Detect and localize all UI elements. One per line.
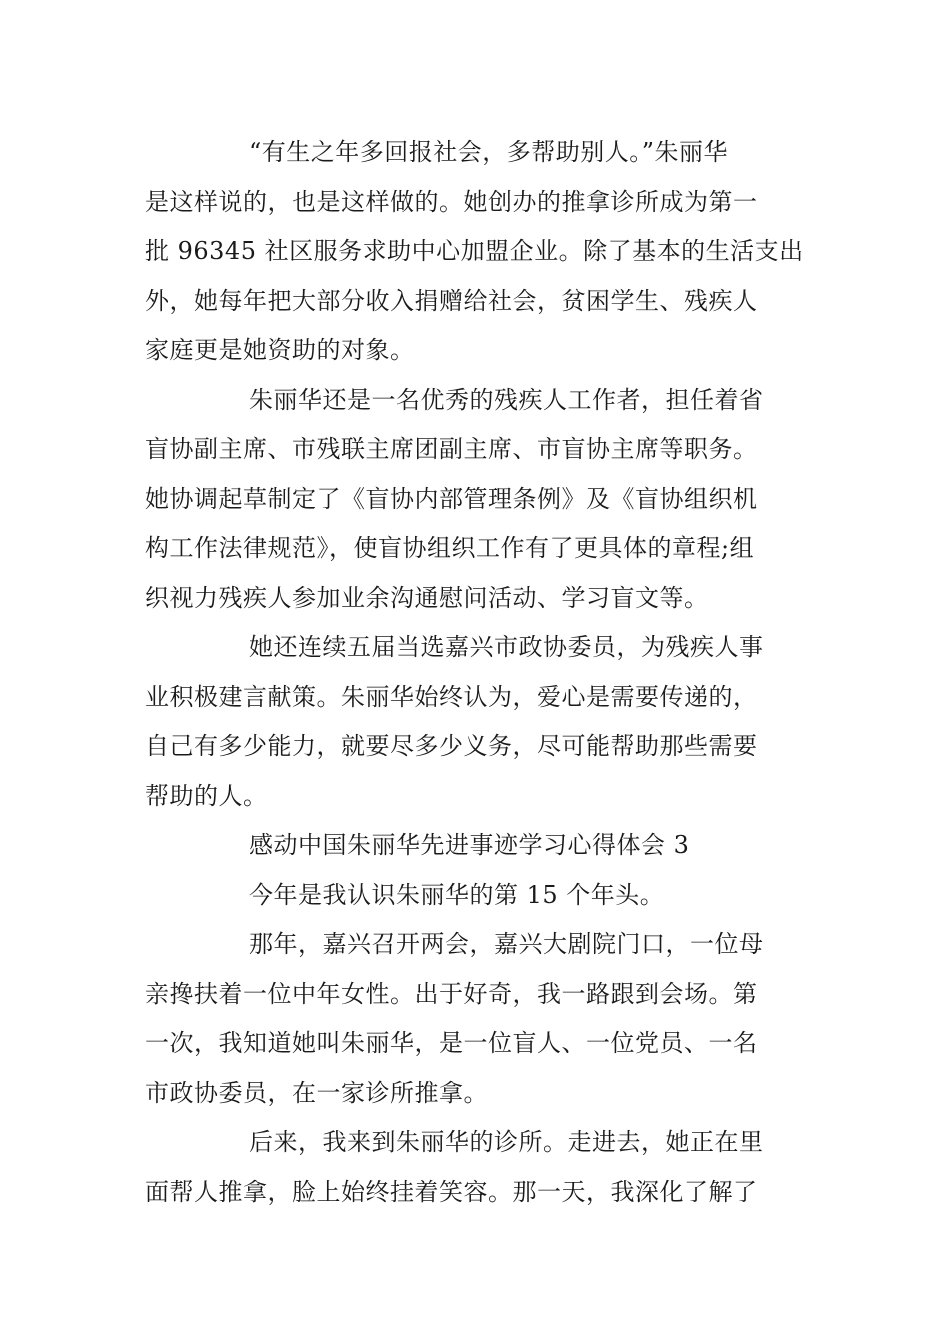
text-line: 后来，我来到朱丽华的诊所。走进去，她正在里 bbox=[249, 1128, 764, 1156]
text-line: 构工作法律规范》，使盲协组织工作有了更具体的章程;组 bbox=[145, 534, 755, 562]
paragraph-5 bbox=[145, 871, 810, 921]
text-line: 是这样说的，也是这样做的。她创办的推拿诊所成为第一 bbox=[145, 187, 758, 216]
text-line: 织视力残疾人参加业余沟通慰问活动、学习盲文等。 bbox=[145, 583, 709, 612]
text-line: 外，她每年把大部分收入捐赠给社会，贫困学生、残疾人 bbox=[145, 286, 758, 315]
text-line: 今年是我认识朱丽华的第 15 个年头。 bbox=[249, 880, 665, 909]
heading-text: 感动中国朱丽华先进事迹学习心得体会 3 bbox=[249, 831, 690, 859]
text-line: 她还连续五届当选嘉兴市政协委员，为残疾人事 bbox=[249, 633, 764, 661]
paragraph-1 bbox=[145, 128, 810, 376]
text-line: 一次，我知道她叫朱丽华，是一位盲人、一位党员、一名 bbox=[145, 1029, 758, 1057]
text-line: 业积极建言献策。朱丽华始终认为，爱心是需要传递的， bbox=[145, 682, 758, 711]
text-line: 家庭更是她资助的对象。 bbox=[145, 336, 415, 364]
section-heading bbox=[145, 821, 810, 871]
text-line: 她协调起草制定了《盲协内部管理条例》及《盲协组织机 bbox=[145, 484, 758, 513]
text-line: 批 96345 社区服务求助中心加盟企业。除了基本的生活支出 bbox=[145, 237, 804, 265]
text-line: 亲搀扶着一位中年女性。出于好奇，我一路跟到会场。第 bbox=[145, 979, 758, 1008]
paragraph-7 bbox=[145, 1118, 810, 1217]
text-line: 面帮人推拿，脸上始终挂着笑容。那一天，我深化了解了 bbox=[145, 1177, 758, 1206]
text-line: “有生之年多回报社会，多帮助别人。”朱丽华 bbox=[249, 138, 729, 166]
paragraph-6 bbox=[145, 920, 810, 1118]
text-line: 自己有多少能力，就要尽多少义务，尽可能帮助那些需要 bbox=[145, 732, 758, 760]
text-line: 市政协委员，在一家诊所推拿。 bbox=[145, 1078, 488, 1107]
text-line: 朱丽华还是一名优秀的残疾人工作者，担任着省 bbox=[249, 385, 764, 414]
paragraph-3 bbox=[145, 623, 810, 821]
text-line: 帮助的人。 bbox=[145, 781, 268, 810]
document-body bbox=[145, 128, 810, 1217]
text-line: 那年，嘉兴召开两会，嘉兴大剧院门口，一位母 bbox=[249, 930, 764, 958]
paragraph-2 bbox=[145, 376, 810, 624]
text-line: 盲协副主席、市残联主席团副主席、市盲协主席等职务。 bbox=[145, 435, 758, 463]
